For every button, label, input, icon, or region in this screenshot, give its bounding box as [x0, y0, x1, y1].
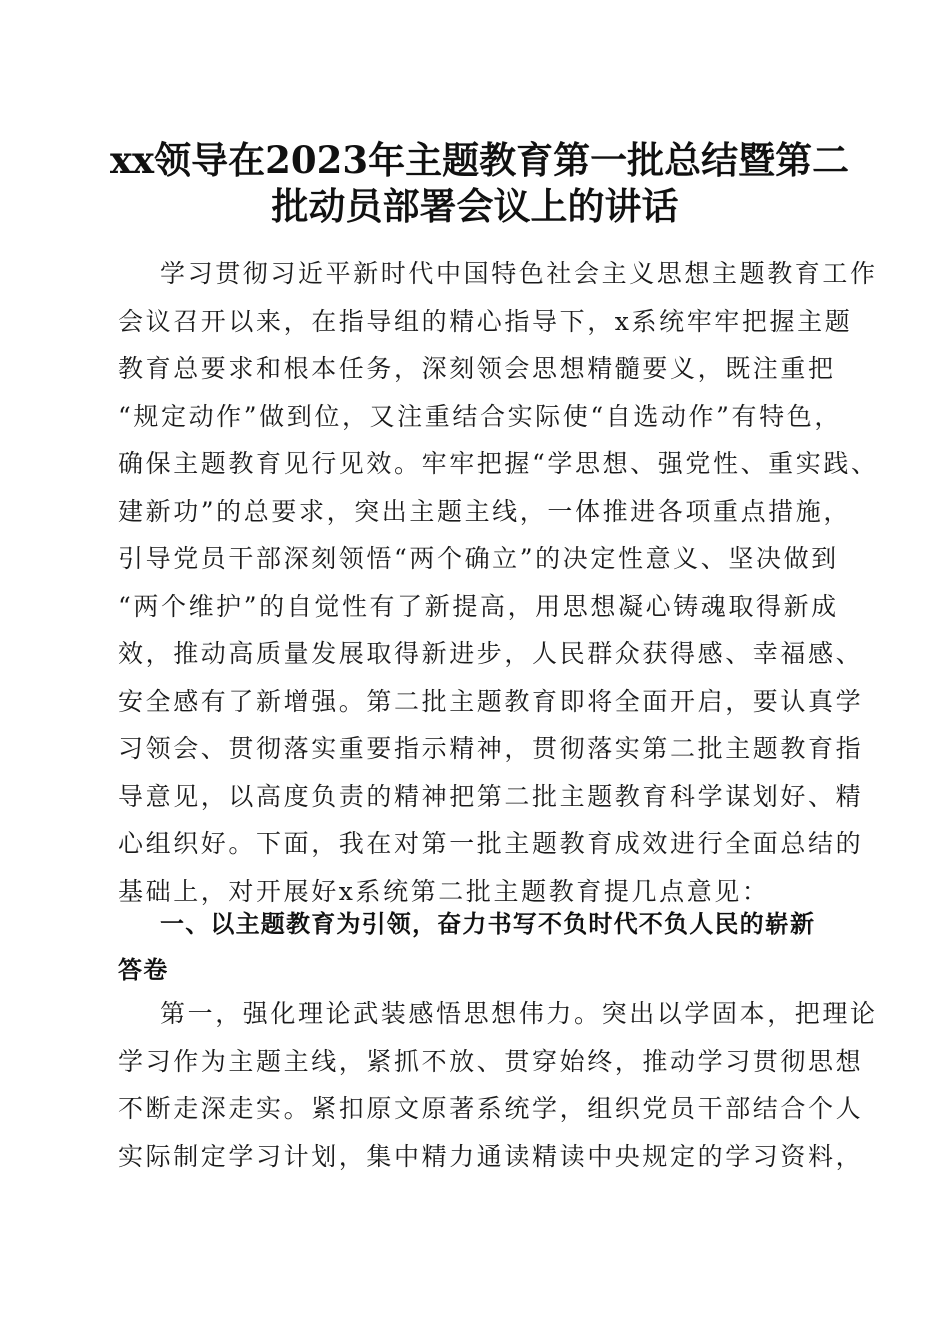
paragraph-1-line: 建新功”的总要求，突出主题主线，一体推进各项重点措施， [118, 496, 851, 526]
paragraph-1-line: 教育总要求和根本任务，深刻领会思想精髓要义，既注重把 [118, 354, 836, 383]
paragraph-1-line: 导意见，以高度负责的精神把第二批主题教育科学谋划好、精 [118, 781, 864, 811]
paragraph-2-line: 实际制定学习计划，集中精力通读精读中央规定的学习资料， [118, 1141, 864, 1171]
paragraph-1-line: 心组织好。下面，我在对第一批主题教育成效进行全面总结的 [118, 829, 864, 858]
paragraph-1-line: 引导党员干部深刻领悟“两个确立”的决定性意义、坚决做到 [118, 544, 839, 573]
paragraph-2-line: 学习作为主题主线，紧抓不放、贯穿始终，推动学习贯彻思想 [118, 1046, 864, 1076]
document-title-line-2: 批动员部署会议上的讲话 [271, 184, 679, 228]
paragraph-1-line: 基础上，对开展好x系统第二批主题教育提几点意见： [118, 876, 770, 906]
paragraph-1-line: 学习贯彻习近平新时代中国特色社会主义思想主题教育工作 [160, 259, 878, 288]
paragraph-2-line: 不断走深走实。紧扣原文原著系统学，组织党员干部结合个人 [118, 1094, 864, 1123]
section-heading-1-line-1: 一、以主题教育为引领，奋力书写不负时代不负人民的崭新 [160, 910, 816, 938]
paragraph-1-line: 安全感有了新增强。第二批主题教育即将全面开启，要认真学 [118, 686, 864, 716]
paragraph-2-line: 第一，强化理论武装感悟思想伟力。突出以学固本，把理论 [160, 999, 878, 1028]
paragraph-1-line: 习领会、贯彻落实重要指示精神，贯彻落实第二批主题教育指 [118, 734, 864, 763]
paragraph-1-line: 确保主题教育见行见效。牢牢把握“学思想、强党性、重实践、 [118, 449, 879, 478]
paragraph-1-line: “两个维护”的自觉性有了新提高，用思想凝心铸魂取得新成 [118, 591, 839, 621]
paragraph-1-line: “规定动作”做到位，又注重结合实际使“自选动作”有特色， [118, 401, 842, 431]
paragraph-1-line: 效，推动高质量发展取得新进步，人民群众获得感、幸福感、 [118, 639, 864, 668]
section-heading-1-line-2: 答卷 [118, 956, 169, 984]
document-title-line-1: xx领导在2023年主题教育第一批总结暨第二 [110, 138, 850, 182]
paragraph-1-line: 会议召开以来，在指导组的精心指导下，x系统牢牢把握主题 [118, 306, 853, 336]
